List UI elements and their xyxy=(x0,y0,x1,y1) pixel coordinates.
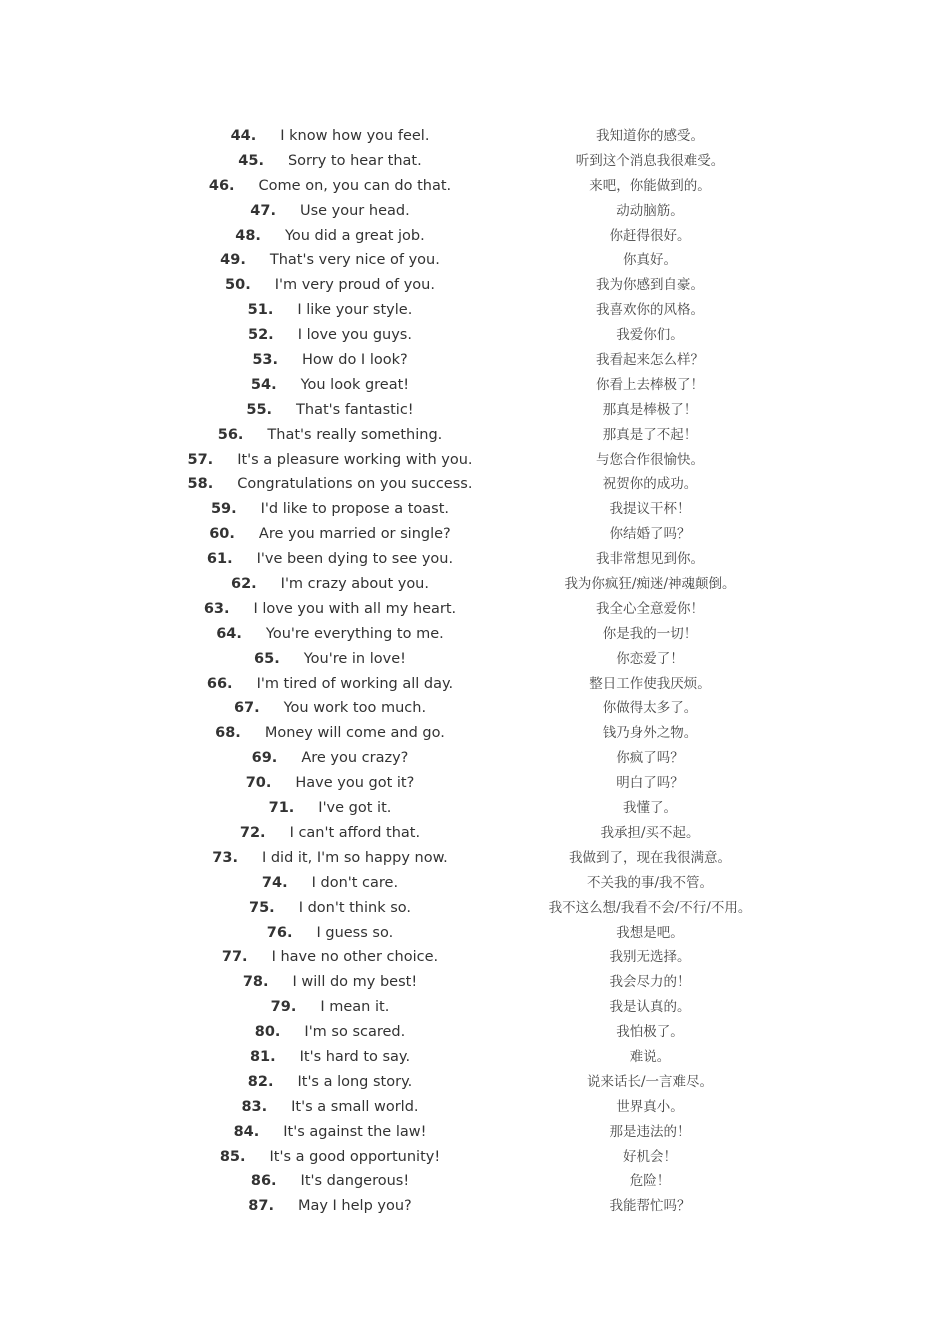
english-text: It's a good opportunity! xyxy=(269,1148,441,1165)
english-text: I don't think so. xyxy=(298,899,411,916)
phrase-number: 63. xyxy=(203,600,230,617)
english-text: I love you with all my heart. xyxy=(253,600,457,617)
chinese-translation: 我会尽力的！ xyxy=(609,974,691,991)
chinese-translation: 你真好。 xyxy=(623,252,677,269)
chinese-translation: 我是认真的。 xyxy=(609,999,691,1016)
phrase-row xyxy=(0,273,950,298)
english-text: Sorry to hear that. xyxy=(287,152,422,169)
phrase-number: 66. xyxy=(206,675,233,692)
phrase-number: 70. xyxy=(245,775,272,792)
phrase-row xyxy=(0,1095,950,1120)
chinese-translation: 好机会！ xyxy=(623,1148,677,1165)
phrase-row xyxy=(0,522,950,547)
phrase-number: 45. xyxy=(238,152,264,169)
phrase-number: 85. xyxy=(219,1148,246,1165)
phrase-number: 76. xyxy=(266,924,293,941)
phrase-number: 67. xyxy=(233,700,260,717)
phrase-row xyxy=(0,174,950,199)
english-text: I've got it. xyxy=(318,800,392,817)
english-text: It's against the law! xyxy=(283,1123,427,1140)
phrase-number: 69. xyxy=(251,750,278,767)
phrase-number: 52. xyxy=(248,327,274,344)
phrase-row xyxy=(0,1070,950,1095)
english-text: That's really something. xyxy=(267,426,443,443)
english-text: It's a small world. xyxy=(291,1098,419,1115)
phrase-number: 50. xyxy=(225,277,251,294)
english-text: You're in love! xyxy=(303,650,406,667)
english-text: I mean it. xyxy=(320,999,390,1016)
chinese-translation: 世界真小。 xyxy=(616,1098,684,1115)
english-text: I know how you feel. xyxy=(280,128,430,144)
english-text: I'm tired of working all day. xyxy=(256,675,454,692)
english-text: You did a great job. xyxy=(284,227,425,244)
english-text: You work too much. xyxy=(283,700,427,717)
chinese-translation: 我做到了，现在我很满意。 xyxy=(569,849,731,866)
phrase-row xyxy=(0,323,950,348)
chinese-translation: 我知道你的感受。 xyxy=(596,128,704,144)
chinese-translation: 我为你疯狂/痴迷/神魂颠倒。 xyxy=(564,576,736,593)
phrase-row xyxy=(0,771,950,796)
english-text: It's a long story. xyxy=(297,1073,413,1090)
phrase-row xyxy=(0,149,950,174)
phrase-row xyxy=(0,1169,950,1194)
english-text: Use your head. xyxy=(299,202,410,219)
chinese-translation: 祝贺你的成功。 xyxy=(602,476,698,493)
chinese-translation: 钱乃身外之物。 xyxy=(602,725,698,742)
chinese-translation: 你恋爱了！ xyxy=(616,650,684,667)
phrase-number: 49. xyxy=(220,252,246,269)
phrase-row xyxy=(0,995,950,1020)
phrase-row xyxy=(0,398,950,423)
phrase-number: 80. xyxy=(254,1024,281,1041)
phrase-number: 48. xyxy=(235,227,261,244)
phrase-number: 53. xyxy=(252,352,278,369)
phrase-row xyxy=(0,1145,950,1170)
chinese-translation: 听到这个消息我很难受。 xyxy=(575,152,725,169)
phrase-number: 54. xyxy=(250,376,277,393)
phrase-number: 68. xyxy=(215,725,241,742)
chinese-translation: 我怕极了。 xyxy=(616,1024,684,1041)
phrase-number: 78. xyxy=(242,974,269,991)
english-text: May I help you? xyxy=(297,1198,412,1215)
english-text: That's very nice of you. xyxy=(269,252,440,269)
english-text: You're everything to me. xyxy=(265,625,444,642)
phrase-row xyxy=(0,696,950,721)
phrase-row xyxy=(0,248,950,273)
english-text: I'd like to propose a toast. xyxy=(260,501,450,518)
phrase-number: 44. xyxy=(230,128,257,144)
phrase-number: 84. xyxy=(233,1123,260,1140)
phrase-number: 82. xyxy=(247,1073,274,1090)
phrase-row xyxy=(0,497,950,522)
chinese-translation: 你看上去棒极了！ xyxy=(596,376,704,393)
chinese-translation: 危险！ xyxy=(629,1173,671,1190)
chinese-translation: 说来话长/一言难尽。 xyxy=(586,1073,714,1090)
phrase-row xyxy=(0,472,950,497)
phrase-number: 73. xyxy=(212,849,238,866)
chinese-translation: 我非常想见到你。 xyxy=(596,551,704,568)
phrase-number: 60. xyxy=(209,526,235,543)
phrase-row xyxy=(0,124,950,149)
phrase-row xyxy=(0,821,950,846)
phrase-row xyxy=(0,448,950,473)
phrase-number: 62. xyxy=(230,576,257,593)
chinese-translation: 来吧，你能做到的。 xyxy=(589,177,711,194)
phrase-number: 46. xyxy=(208,177,235,194)
phrase-number: 64. xyxy=(216,625,242,642)
chinese-translation: 整日工作使我厌烦。 xyxy=(589,675,711,692)
english-text: I will do my best! xyxy=(292,974,418,991)
phrase-row xyxy=(0,1020,950,1045)
chinese-translation: 我承担/买不起。 xyxy=(600,824,700,841)
phrase-row xyxy=(0,746,950,771)
phrase-row xyxy=(0,622,950,647)
phrase-number: 74. xyxy=(261,874,288,891)
english-text: I can't afford that. xyxy=(289,824,421,841)
chinese-translation: 我全心全意爱你！ xyxy=(596,600,704,617)
chinese-translation: 我能帮忙吗？ xyxy=(609,1198,691,1215)
english-text: Have you got it? xyxy=(295,775,415,792)
phrase-row xyxy=(0,572,950,597)
phrase-number: 47. xyxy=(250,202,276,219)
chinese-translation: 难说。 xyxy=(629,1048,671,1065)
chinese-translation: 那真是棒极了！ xyxy=(602,401,698,418)
english-text: I love you guys. xyxy=(297,327,412,344)
chinese-translation: 明白了吗？ xyxy=(616,775,684,792)
phrase-row xyxy=(0,348,950,373)
chinese-translation: 你疯了吗？ xyxy=(616,750,684,767)
chinese-translation: 你赶得很好。 xyxy=(609,227,691,244)
phrase-number: 58. xyxy=(187,476,214,493)
english-text: It's a pleasure working with you. xyxy=(237,451,473,468)
phrase-number: 83. xyxy=(241,1098,268,1115)
phrase-number: 79. xyxy=(270,999,297,1016)
phrase-row xyxy=(0,647,950,672)
chinese-translation: 那是违法的！ xyxy=(609,1123,691,1140)
chinese-translation: 你做得太多了。 xyxy=(602,700,698,717)
english-text: I've been dying to see you. xyxy=(256,551,454,568)
phrase-number: 55. xyxy=(246,401,273,418)
phrase-row xyxy=(0,547,950,572)
phrase-row xyxy=(0,1120,950,1145)
phrase-number: 59. xyxy=(210,501,237,518)
chinese-translation: 你是我的一切！ xyxy=(602,625,698,642)
english-text: Money will come and go. xyxy=(264,725,445,742)
phrase-number: 61. xyxy=(206,551,233,568)
english-text: I guess so. xyxy=(316,924,394,941)
english-text: I have no other choice. xyxy=(271,949,439,966)
chinese-translation: 我爱你们。 xyxy=(616,327,684,344)
english-text: Are you crazy? xyxy=(301,750,409,767)
phrase-row xyxy=(0,672,950,697)
phrase-row xyxy=(0,298,950,323)
phrase-row xyxy=(0,423,950,448)
phrase-row xyxy=(0,199,950,224)
english-text: It's dangerous! xyxy=(300,1173,410,1190)
chinese-translation: 我喜欢你的风格。 xyxy=(596,302,704,319)
english-text: Congratulations on you success. xyxy=(237,476,473,493)
phrase-row xyxy=(0,1045,950,1070)
phrase-number: 57. xyxy=(187,451,214,468)
phrase-number: 77. xyxy=(221,949,248,966)
english-text: Come on, you can do that. xyxy=(258,177,452,194)
english-text: I'm so scared. xyxy=(304,1024,406,1041)
phrase-row xyxy=(0,721,950,746)
phrase-list xyxy=(0,124,950,1219)
phrase-row xyxy=(0,896,950,921)
english-text: How do I look? xyxy=(302,352,408,369)
phrase-number: 51. xyxy=(247,302,274,319)
chinese-translation: 我懂了。 xyxy=(623,800,677,817)
english-text: I'm very proud of you. xyxy=(274,277,435,294)
phrase-row xyxy=(0,945,950,970)
chinese-translation: 你结婚了吗？ xyxy=(609,526,691,543)
phrase-row xyxy=(0,871,950,896)
phrase-row xyxy=(0,846,950,871)
chinese-translation: 我想是吧。 xyxy=(616,924,684,941)
english-text: It's hard to say. xyxy=(299,1048,411,1065)
chinese-translation: 我为你感到自豪。 xyxy=(596,277,704,294)
english-text: That's fantastic! xyxy=(296,401,414,418)
phrase-row xyxy=(0,373,950,398)
phrase-number: 65. xyxy=(254,650,280,667)
chinese-translation: 我看起来怎么样？ xyxy=(596,352,704,369)
phrase-number: 81. xyxy=(249,1048,276,1065)
chinese-translation: 那真是了不起！ xyxy=(602,426,698,443)
english-text: Are you married or single? xyxy=(258,526,451,543)
english-text: I'm crazy about you. xyxy=(280,576,429,593)
phrase-row xyxy=(0,796,950,821)
english-text: I did it, I'm so happy now. xyxy=(261,849,448,866)
phrase-number: 75. xyxy=(249,899,275,916)
phrase-row xyxy=(0,1194,950,1219)
english-text: You look great! xyxy=(300,376,410,393)
phrase-row xyxy=(0,921,950,946)
phrase-number: 72. xyxy=(239,824,266,841)
phrase-row xyxy=(0,970,950,995)
phrase-row xyxy=(0,224,950,249)
phrase-row xyxy=(0,597,950,622)
english-text: I like your style. xyxy=(297,302,413,319)
chinese-translation: 我别无选择。 xyxy=(609,949,691,966)
chinese-translation: 与您合作很愉快。 xyxy=(596,451,704,468)
phrase-number: 86. xyxy=(250,1173,277,1190)
chinese-translation: 我不这么想/我看不会/不行/不用。 xyxy=(548,899,752,916)
phrase-number: 71. xyxy=(268,800,295,817)
chinese-translation: 我提议干杯！ xyxy=(609,501,691,518)
english-text: I don't care. xyxy=(311,874,399,891)
chinese-translation: 不关我的事/我不管。 xyxy=(586,874,714,891)
chinese-translation: 动动脑筋。 xyxy=(616,202,684,219)
phrase-number: 56. xyxy=(217,426,244,443)
phrase-number: 87. xyxy=(248,1198,274,1215)
